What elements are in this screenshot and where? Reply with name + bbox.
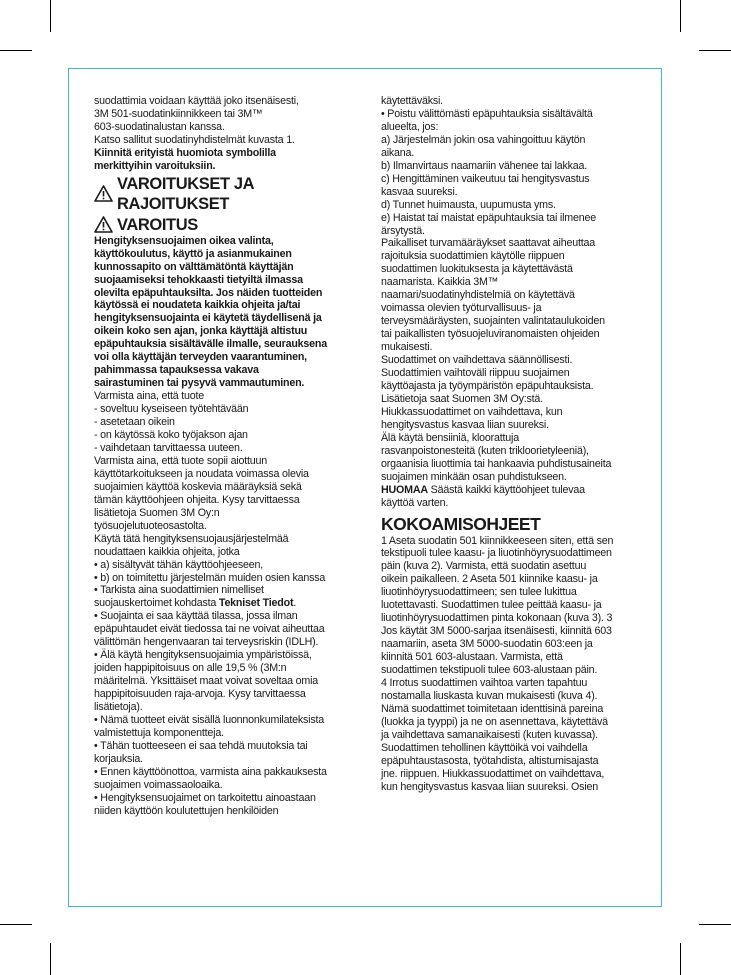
warning-bold-text: Hengityksensuojaimen oikea valinta, käyttökoulutus, käyttö ja asianmukainen kunnossapito on välttämätöntä käyttäjän suojaamiseksi tehokkaasti tietyiltä ilmassa olevilta epäpuhtauksilta. Jos näiden tuotteiden käytössä ei noudateta kaikkia ohjeita ja/tai hengityksensuojainta ei käytetä täydellisenä ja oikein koko sen ajan, jonka käyttäjä altistuu epäpuhtauksia sisältävälle ilmalle, seurauksena voi olla käyttäjän terveyden vaarantuminen, pahimmassa tapauksessa vakava sairastuminen tai pysyvä vammautuminen. [94,234,327,390]
left-body-1: Varmista aina, että tuote - soveltuu kyseiseen työtehtävään - asetetaan oikein - on käytössä koko työjakson ajan - vaihdetaan tarvittaessa uuteen. Varmista aina, että tuote sopii aiottuun käyttötarkoitukseen ja noudata voimassa olevia suojaimien käyttöä koskevia määräyksiä sekä tämän käyttöohjeen ohjeita. Kysy tarvittaessa lisätietoja Suomen 3M Oy:n työsuojelutuoteosastolta. Käytä tätä hengityksensuojausjärjestelmää noudattaen kaikkia ohjeita, jotka • a) sisältyvät tähän käyttöohjeeseen, • b) on toimitettu järjestelmän muiden osien kanssa • Tarkista aina suodattimien nimelliset suojauskertoimet kohdasta [94,390,326,610]
right-body-text-2: 1 Aseta suodatin 501 kiinnikkeeseen siten, että sen tekstipuoli tulee kaasu- ja liuotinhöyrysuodattimeen päin (kuva 2). Varmista, että suodatin asettuu oikein paikalleen. 2 Aseta 501 kiinnike kaasu- ja liuotinhöyrysuodattimeen; sen tulee lukittua luotettavasti. Suodattimen tulee peittää kaasu- ja liuotinhöyrysuodattimen pinta kokonaan (kuva 3). 3 Jos käytät 3M 5000-sarjaa itsenäisesti, kiinnitä 603 naamariin, aseta 3M 5000-suodatin 603:een ja kiinnitä 501 603-alustaan. Varmista, että suodattimen tekstipuoli tulee 603-alustaan päin. 4 Irrotus suodattimen vaihtoa varten tapahtuu nostamalla liuskasta kuvan mukaisesti (kuva 4). Nämä suodattimet toimitetaan identtisinä pareina (luokka ja tyyppi) ja ne on asennettava, käytettävä ja vaihdettava samanaikaisesti (kuten kuvassa). Suodattimen tehollinen käyttöikä voi vaihdella epäpuhtaustasosta, työtahdista, altistumisajasta jne. riippuen. Hiukkassuodattimet on vaihdettava, kun hengitysvastus kasvaa liian suureksi. Osien [381,534,614,793]
right-body-text-1: käytettäväksi. • Poistu välittömästi epäpuhtauksia sisältävältä alueelta, jos: a) Järjestelmän jokin osa vahingoittuu käytön aikana. b) Ilmanvirtaus naamariin vähenee tai lakkaa. c) Hengittäminen vaikeutuu tai hengitysvastus kasvaa suureksi. d) Tunnet huimausta, uupumusta yms. e) Haistat tai maistat epäpuhtauksia tai ilmenee ärsytystä. Paikalliset turvamääräykset saattavat aiheuttaa rajoituksia suodattimien käytölle riippuen suodattimen luokituksesta ja käytettävästä naamarista. Kaikkia 3M™ naamari/suodatinyhdistelmiä on käytettävä voimassa olevien työturvallisuus- ja terveysmääräysten, suojainten valintataulukoiden tai paikallisten työsuojeluviranomaisten ohjeiden mukaisesti. Suodattimet on vaihdettava säännöllisesti. Suodattimien vaihtoväli riippuu suojaimen käyttöajasta ja työympäristön epäpuhtauksista. Lisätietoja saat Suomen 3M Oy:stä. Hiukkassuodattimet on vaihdettava, kun hengitysvastus kasvaa liian suureksi. Älä käytä bensiiniä, kloorattuja rasvanpoistonesteitä (kuten trikloorietyleeniä), orgaanisia liuottimia tai hankaavia puhdistusaineita suojaimen minkään osan puhdistukseen. [381,95,612,483]
crop-mark [50,0,51,32]
period: . [293,597,297,610]
crop-mark [699,50,731,51]
warning-heading [94,215,356,235]
note-label: HUOMAA [381,483,428,496]
warning-triangle-icon [94,185,113,202]
note-text: Säästä kaikki käyttöohjeet tulevaa käyttöä varten. [381,483,585,509]
crop-mark [0,924,32,925]
note-paragraph [381,484,633,510]
assembly-heading: KOKOAMISOHJEET [381,513,541,534]
left-body-text-1 [94,390,356,610]
left-column [94,95,356,818]
right-column [381,95,633,794]
warnings-heading-text: VAROITUKSET JA RAJOITUKSET [117,174,254,213]
crop-mark [0,50,32,51]
crop-mark [680,0,681,32]
crop-mark [680,943,681,975]
intro-text: suodattimia voidaan käyttää joko itsenäisesti, 3M 501-suodatinkiinnikkeen tai 3M™ 603-suodatinalustan kanssa. Katso sallitut suodatinyhdistelmät kuvasta 1. [94,95,299,146]
crop-mark [50,943,51,975]
crop-mark [699,924,731,925]
intro-bold-text: Kiinnitä erityistä huomiota symbolilla merkittyihin varoituksiin. [94,146,276,172]
warning-heading-text: VAROITUS [117,215,198,234]
warning-triangle-icon [94,216,113,233]
tech-data-ref: Tekniset Tiedot [218,597,294,610]
warnings-heading [94,174,356,214]
left-body-text-2: • Suojainta ei saa käyttää tilassa, jossa ilman epäpuhtaudet eivät tiedossa tai ne voivat aiheuttaa välittömän hengenvaaran tai terveysriskin (IDLH). • Älä käytä hengityksensuojaimia ympäristöissä, joiden happipitoisuus on alle 19,5 % (3M:n määritelmä. Yksittäiset maat voivat soveltaa omia happipitoisuuden raja-arvoja. Kysy tarvittaessa lisätietoja). • Nämä tuotteet eivät sisällä luonnonkumilateksista valmistettuja komponentteja. • Tähän tuotteeseen ei saa tehdä muutoksia tai korjauksia. • Ennen käyttöönottoa, varmista aina pakkauksesta suojaimen voimassaoloaika. • Hengityksensuojaimet on tarkoitettu ainoastaan niiden käyttöön koulutettujen henkilöiden [94,610,327,817]
